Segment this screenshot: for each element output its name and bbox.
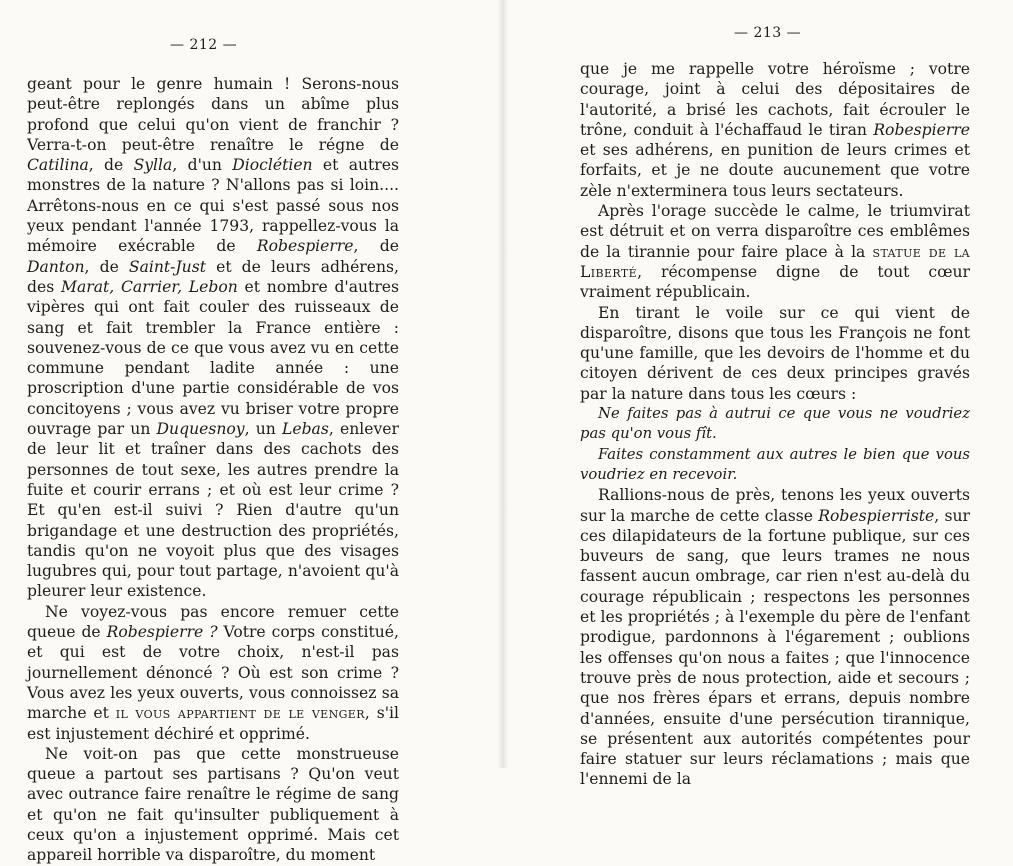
- page-number: — 213 —: [734, 25, 802, 41]
- paragraph: Ne voyez-vous pas encore remuer cette queue de Robespierre ? Votre corps constitué, et qui est de votre choix, n'est-il pas journellement dénoncé ? Où est son crime ? Vous avez les yeux ouverts, vous connoissez sa marche et il vous appartient de le venger, s'il est injustement déchiré et opprimé.: [27, 602, 399, 743]
- page-number: — 212 —: [170, 37, 238, 53]
- paragraph: En tirant le voile sur ce qui vient de disparoître, disons que tous les François ne font qu'une famille, que les devoirs de l'homme et du citoyen dérivent de ces deux principes gravés par la nature dans tous les cœurs :: [580, 303, 970, 403]
- page-body: [27, 74, 399, 866]
- paragraph: Après l'orage succède le calme, le triumvirat est détruit et on verra disparoître ces emblêmes de la tirannie pour faire place à la statue de la Liberté, récompense digne de tout cœur vraiment républicain.: [580, 202, 971, 302]
- paragraph: Ne voit-on pas que cette monstrueuse queue a partout ses partisans ? Qu'on veut avec outrance faire renaître le régime de sang et qu'on ne fait qu'insulter publiquement à ceux qu'on a injustement opprimé. Mais cet appareil horrible va disparoître, du moment: [27, 744, 399, 865]
- paragraph: Rallions-nous de près, tenons les yeux ouverts sur la marche de cette classe Robespierriste, sur ces dilapidateurs de la fortune publique, sur ces buveurs de sang, que leurs trames ne nous fassent aucun ombrage, car rien n'est au-delà du courage républicain ; respectons les personnes et les propriétés ; à l'exemple du père de l'enfant prodigue, pardonnons à l'égarement ; oublions les offenses qu'on nous a faites ; que l'innocence trouve près de nous protection, aide et secours ; que nos frères épars et errans, depuis nombre d'années, ensuite d'une persécution tirannique, se présentent aux autorités compétentes pour faire statuer sur leurs réclamations ; mais que l'ennemi de la: [580, 486, 970, 789]
- page-body: [580, 59, 970, 790]
- right-page: [506, 0, 1013, 789]
- left-page: [0, 0, 500, 865]
- maxim: Faites constamment aux autres le bien que vous voudriez en recevoir.: [580, 445, 970, 483]
- maxim: Ne faites pas à autrui ce que vous ne voudriez pas qu'on vous fît.: [580, 405, 970, 443]
- paragraph: geant pour le genre humain ! Serons-nous peut-être replongés dans un abîme plus profond que celui qu'on vient de franchir ? Verra-t-on peut-être renaître le régne de Catilina, de Sylla, d'un Dioclétien et autres monstres de la nature ? N'allons pas si loin.... Arrêtons-nous en ce qui s'est passé sous nos yeux pendant l'année 1793, rappellez-vous la mémoire exécrable de Robespierre, de Danton, de Saint-Just et de leurs adhérens, des Marat, Carrier, Lebon et nombre d'autres vipères qui ont fait couler des ruisseaux de sang et fait trembler la France entière : souvenez-vous de ce que vous avez vu en cette commune pendant ladite année : une proscription d'une partie considérable de vos concitoyens ; vous avez vu briser votre propre ouvrage par un Duquesnoy, un Lebas, enlever de leur lit et traîner dans des cachots des personnes de tout sexe, les autres prendre la fuite et courir errans ; et où est leur crime ? Et qu'en est-il suivi ? Rien d'autre qu'un brigandage et une destruction des propriétés, tandis qu'on ne voyoit plus que des visages lugubres qui, pour tout partage, n'avoient qu'à pleurer leur existence.: [27, 75, 400, 601]
- paragraph: que je me rappelle votre héroïsme ; votre courage, joint à celui des dépositaires de l'autorité, a brisé les cachots, fait écrouler le trône, conduit à l'échaffaud le tiran Robespierre et ses adhérens, en punition de leurs crimes et forfaits, et je ne doute aucunement que votre zèle n'exterminera tous leurs sectateurs.: [580, 60, 970, 200]
